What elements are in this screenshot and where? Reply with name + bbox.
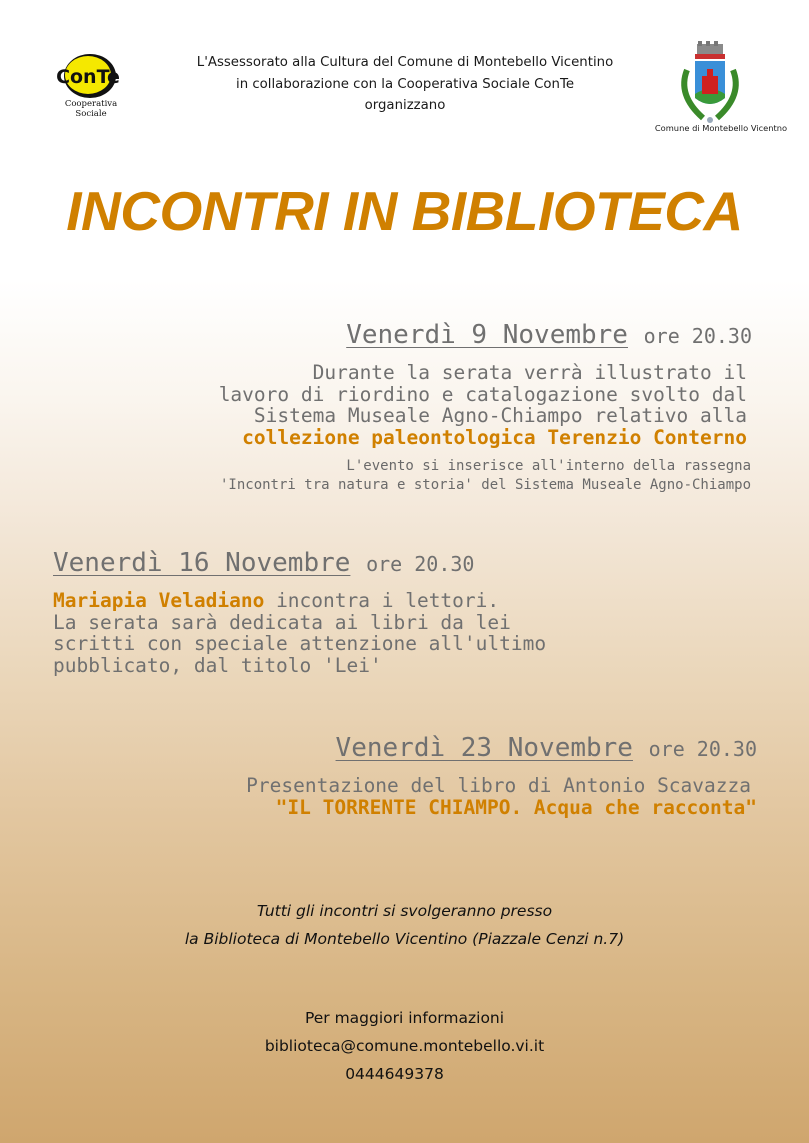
- conte-caption: Cooperativa Sociale: [64, 99, 118, 119]
- contact-phone: 0444649378: [345, 1065, 444, 1083]
- event-2-first-line: [53, 590, 546, 612]
- event-1-date-line: [346, 320, 752, 351]
- event-2-date-line: [53, 548, 474, 579]
- event-1-line: Durante la serata verrà illustrato il: [312, 361, 747, 384]
- event-3-date-line: [336, 733, 757, 764]
- event-1-highlight: collezione paleontologica Terenzio Conterno: [242, 425, 747, 449]
- header-line-1: L'Assessorato alla Cultura del Comune di Montebello Vicentino: [196, 55, 614, 70]
- event-2-first-line-rest: incontra i lettori.: [264, 589, 500, 612]
- coat-of-arms-icon: [665, 40, 775, 124]
- conte-logo: [50, 50, 132, 119]
- event-2-highlight: Mariapia Veladiano: [53, 589, 265, 612]
- info-label: Per maggiori informazioni: [304, 1009, 505, 1027]
- event-2-line: scritti con speciale attenzione all'ultimo: [53, 632, 547, 655]
- organizers-header: [150, 52, 660, 117]
- comune-logo: [654, 40, 788, 140]
- svg-text:ConTe: ConTe: [56, 66, 120, 88]
- header-line-2: in collaborazione con la Cooperativa Sociale ConTe: [236, 76, 574, 92]
- event-1-note: 'Incontri tra natura e storia' del Sistema Museale Agno-Chiampo: [219, 477, 751, 493]
- event-1-line: lavoro di riordino e catalogazione svolto dal: [218, 382, 747, 406]
- event-2-line: pubblicato, dal titolo 'Lei': [53, 653, 382, 677]
- event-3-line: Presentazione del libro di Antonio Scavazza: [246, 774, 751, 797]
- contact-email[interactable]: biblioteca@comune.montebello.vi.it: [264, 1037, 545, 1055]
- event-1-date: Venerdì 9 Novembre: [346, 320, 628, 350]
- event-1-description: [219, 362, 747, 448]
- comune-caption: Comune di Montebello Vicentno: [654, 123, 788, 133]
- event-2: [53, 548, 474, 579]
- event-2-time: ore 20.30: [366, 552, 475, 576]
- header-line-3: organizzano: [364, 98, 446, 113]
- event-1-time: ore 20.30: [643, 324, 752, 348]
- event-1-line: Sistema Museale Agno-Chiampo relativo alla: [253, 404, 747, 427]
- venue-line-2: la Biblioteca di Montebello Vicentino (Piazzale Cenzi n.7): [184, 930, 625, 948]
- venue-info: [0, 897, 809, 953]
- event-3-time: ore 20.30: [648, 737, 757, 761]
- event-3: [336, 733, 757, 764]
- event-2-line: La serata sarà dedicata ai libri da lei: [53, 610, 511, 634]
- venue-line-1: Tutti gli incontri si svolgeranno presso: [256, 902, 553, 920]
- event-3-date: Venerdì 23 Novembre: [335, 733, 633, 763]
- contact-info: [0, 1004, 809, 1088]
- event-1-note: L'evento si inserisce all'interno della rassegna: [346, 458, 751, 474]
- event-3-description: [246, 775, 757, 818]
- event-1-notes: [220, 457, 751, 495]
- event-3-highlight: "IL TORRENTE CHIAMPO. Acqua che racconta": [275, 795, 757, 819]
- page-title: INCONTRI IN BIBLIOTECA: [66, 180, 743, 242]
- event-2-date: Venerdì 16 Novembre: [53, 548, 351, 578]
- event-2-description: [53, 590, 546, 676]
- event-1: [346, 320, 752, 351]
